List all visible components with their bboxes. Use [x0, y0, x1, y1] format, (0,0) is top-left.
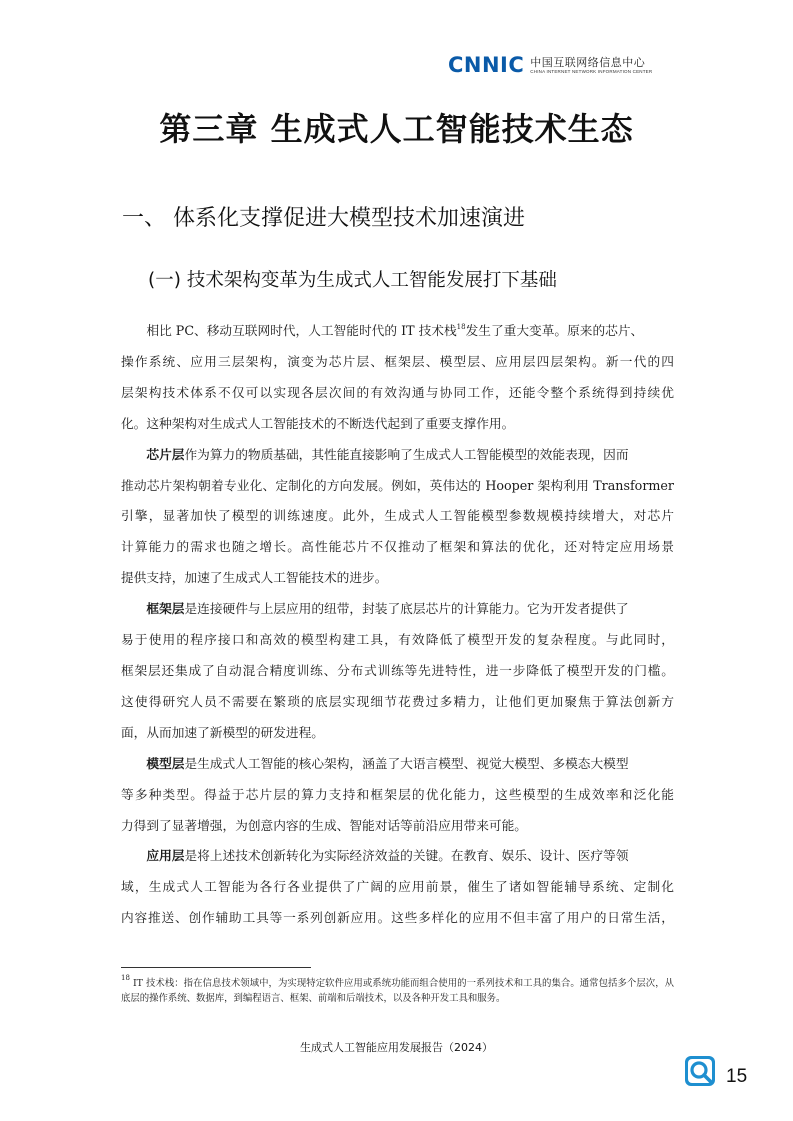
footnote	[121, 974, 674, 1006]
org-name-en: CHINA INTERNET NETWORK INFORMATION CENTER	[530, 68, 653, 74]
paragraph-application-layer	[121, 841, 674, 934]
paragraph-model-layer	[121, 749, 674, 842]
term-application-layer: 应用层	[146, 848, 185, 864]
text-line: 框架层还集成了自动混合精度训练、分布式训练等先进特性，进一步降低了模型开发的门槛。	[121, 662, 674, 678]
term-model-layer: 模型层	[146, 755, 185, 771]
text-line: 内容推送、创作辅助工具等一系列创新应用。这些多样化的应用不但丰富了用户的日常生活，	[121, 910, 674, 926]
body-content	[121, 316, 674, 934]
text-line: 化。这种架构对生成式人工智能技术的不断迭代起到了重要支撑作用。	[121, 415, 515, 431]
footnote-text: IT 技术栈：指在信息技术领域中，为实现特定软件应用或系统功能而组合使用的一系列技术和工具的集合。通常包括多个层次，从底层的操作系统、数据库，到编程语言、框架、前端和后端技术，以及各种开发工具和服务。	[121, 978, 674, 1004]
footnote-ref[interactable]: 18	[456, 323, 466, 331]
chapter-title: 第三章 生成式人工智能技术生态	[159, 110, 634, 148]
footnote-divider	[121, 967, 311, 968]
term-chip-layer: 芯片层	[146, 446, 185, 462]
text-line: 引擎，显著加快了模型的训练速度。此外，生成式人工智能模型参数规模持续增大，对芯片	[121, 508, 674, 524]
footnote-number: 18	[121, 974, 130, 982]
logo-mark: CNNIC	[448, 53, 525, 77]
text-line: 这使得研究人员不需要在繁琐的底层实现细节花费过多精力，让他们更加聚焦于算法创新方	[121, 693, 674, 709]
text-line: 芯片层作为算力的物质基础，其性能直接影响了生成式人工智能模型的效能表现，因而	[146, 446, 629, 462]
text-line: 层架构技术体系不仅可以实现各层次间的有效沟通与协同工作，还能令整个系统得到持续优	[121, 384, 674, 400]
text-line: 计算能力的需求也随之增长。高性能芯片不仅推动了框架和算法的优化，还对特定应用场景	[121, 539, 674, 555]
paragraph-chip-layer	[121, 440, 674, 595]
text-line: 应用层是将上述技术创新转化为实际经济效益的关键。在教育、娱乐、设计、医疗等领	[146, 848, 629, 864]
text-line: 域，生成式人工智能为各行各业提供了广阔的应用前景，催生了诸如智能辅导系统、定制化	[121, 879, 674, 895]
text-line: 等多种类型。得益于芯片层的算力支持和框架层的优化能力，这些模型的生成效率和泛化能	[121, 786, 674, 802]
text-line: 推动芯片架构朝着专业化、定制化的方向发展。例如，英伟达的 Hooper 架构利用 Transformer	[121, 477, 674, 493]
page-number: 15	[726, 1066, 748, 1087]
org-name-cn: 中国互联网络信息中心	[530, 55, 646, 69]
paragraph-intro	[121, 316, 674, 440]
footer-report-title: 生成式人工智能应用发展报告（2024）	[300, 1041, 493, 1054]
text-line: 框架层是连接硬件与上层应用的纽带，封装了底层芯片的计算能力。它为开发者提供了	[146, 601, 629, 617]
section-title: 一、 体系化支撑促进大模型技术加速演进	[122, 206, 525, 231]
text-line: 提供支持，加速了生成式人工智能技术的进步。	[121, 570, 388, 586]
text-line: 操作系统、应用三层架构，演变为芯片层、框架层、模型层、应用层四层架构。新一代的四	[121, 353, 674, 369]
term-framework-layer: 框架层	[146, 601, 185, 617]
text-line: 易于使用的程序接口和高效的模型构建工具，有效降低了模型开发的复杂程度。与此同时，	[121, 632, 674, 648]
magnifier-logo-icon	[684, 1055, 716, 1087]
logo-text	[530, 56, 652, 75]
subsection-title: (一) 技术架构变革为生成式人工智能发展打下基础	[148, 270, 557, 291]
text-line: 相比 PC、移动互联网时代，人工智能时代的 IT 技术栈$^{18}$发生了重大变革。原来的芯片、	[146, 323, 644, 338]
text-line: 力得到了显著增强，为创意内容的生成、智能对话等前沿应用带来可能。	[121, 817, 527, 833]
text-line: 面，从而加速了新模型的研发进程。	[121, 724, 324, 740]
cnnic-logo	[448, 54, 652, 76]
text-line: 模型层是生成式人工智能的核心架构，涵盖了大语言模型、视觉大模型、多模态大模型	[146, 755, 629, 771]
paragraph-framework-layer	[121, 594, 674, 749]
